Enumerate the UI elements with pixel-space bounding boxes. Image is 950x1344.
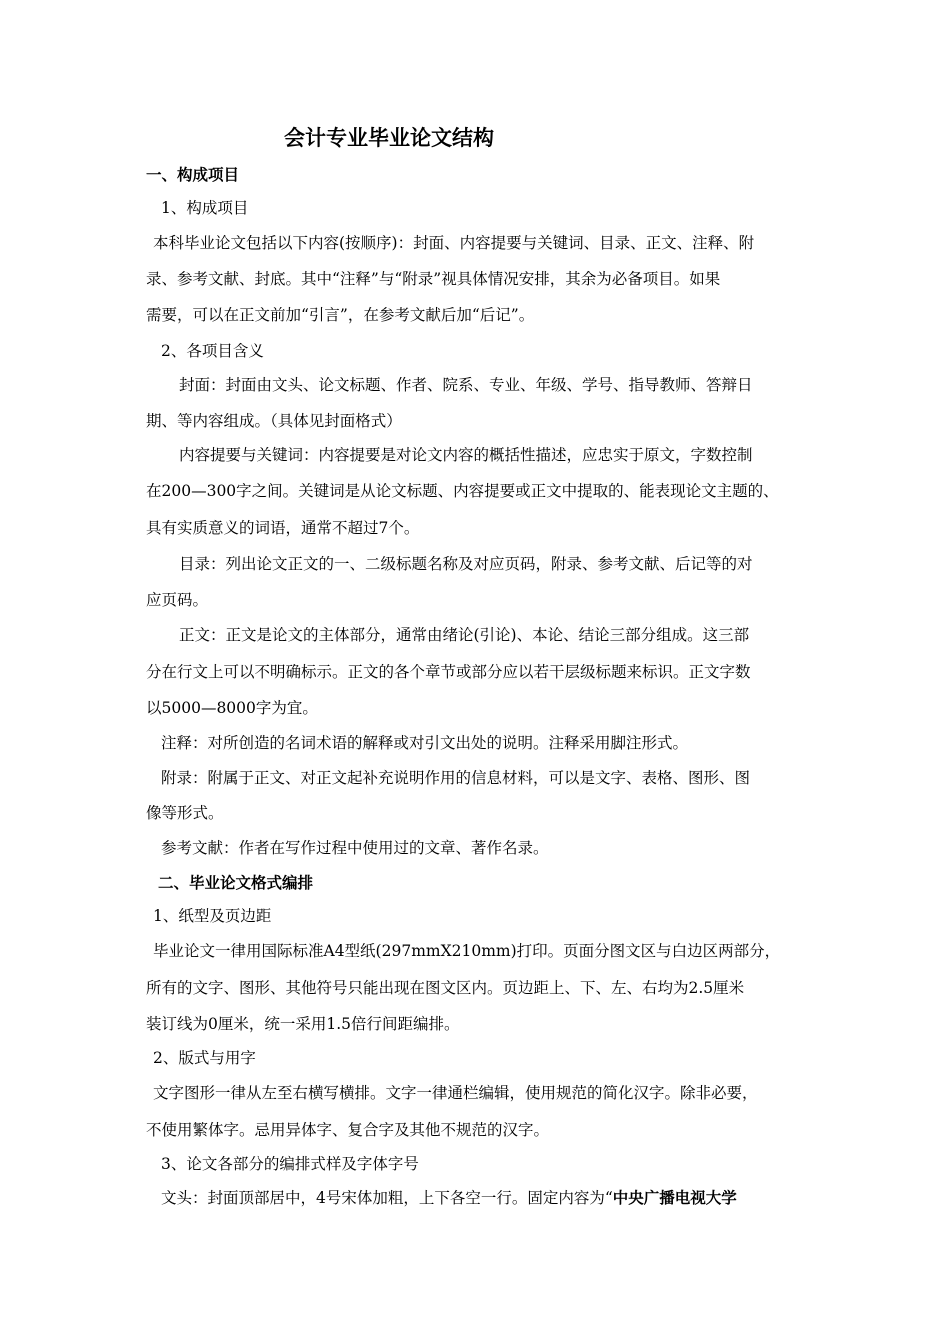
paragraph-line: 像等形式。 — [146, 804, 224, 822]
paragraph-line: 装订线为0厘米，统一采用1.5倍行间距编排。 — [146, 1015, 460, 1033]
document-title: 会计专业毕业论文结构 — [284, 125, 494, 150]
subheading-meaning: 2、各项目含义 — [161, 342, 264, 360]
paragraph-text: 文头：封面顶部居中，4号宋体加粗，上下各空一行。固定内容为“ — [161, 1189, 613, 1207]
subheading-items: 1、构成项目 — [161, 199, 249, 217]
paragraph-line: 内容提要与关键词：内容提要是对论文内容的概括性描述，应忠实于原文，字数控制 — [179, 446, 753, 464]
subheading-layout: 2、版式与用字 — [153, 1049, 256, 1067]
paragraph-line: 本科毕业论文包括以下内容(按顺序)：封面、内容提要与关键词、目录、正文、注释、附 — [153, 234, 755, 252]
paragraph-line: 参考文献：作者在写作过程中使用过的文章、著作名录。 — [161, 839, 549, 857]
bold-inline-text: 中央广播电视大学 — [612, 1188, 737, 1207]
paragraph-line: 正文：正文是论文的主体部分，通常由绪论(引论)、本论、结论三部分组成。这三部 — [179, 626, 750, 644]
subheading-paper: 1、纸型及页边距 — [153, 907, 272, 925]
paragraph-line: 需要，可以在正文前加“引言”，在参考文献后加“后记”。 — [146, 306, 535, 324]
paragraph-line — [161, 1188, 737, 1208]
paragraph-line: 所有的文字、图形、其他符号只能出现在图文区内。页边距上、下、左、右均为2.5厘米 — [146, 979, 745, 997]
paragraph-line: 毕业论文一律用国际标准A4型纸(297mmX210mm)打印。页面分图文区与白边区两部分， — [153, 942, 781, 960]
paragraph-line: 分在行文上可以不明确标示。正文的各个章节或部分应以若干层级标题来标识。正文字数 — [146, 663, 751, 681]
paragraph-line: 附录：附属于正文、对正文起补充说明作用的信息材料，可以是文字、表格、图形、图 — [161, 769, 751, 787]
paragraph-line: 录、参考文献、封底。其中“注释”与“附录”视具体情况安排，其余为必备项目。如果 — [146, 270, 721, 288]
paragraph-line: 期、等内容组成。（具体见封面格式） — [146, 412, 402, 430]
paragraph-line: 不使用繁体字。忌用异体字、复合字及其他不规范的汉字。 — [146, 1121, 550, 1139]
section-heading-format: 二、毕业论文格式编排 — [158, 873, 314, 892]
paragraph-line: 在200—300字之间。关键词是从论文标题、内容提要或正文中提取的、能表现论文主题的、 — [146, 482, 779, 500]
paragraph-line: 具有实质意义的词语，通常不超过7个。 — [146, 519, 420, 537]
subheading-styles: 3、论文各部分的编排式样及字体字号 — [161, 1155, 419, 1173]
paragraph-line: 文字图形一律从左至右横写横排。文字一律通栏编辑，使用规范的简化汉字。除非必要， — [153, 1084, 758, 1102]
paragraph-line: 应页码。 — [146, 591, 209, 609]
paragraph-line: 注释：对所创造的名词术语的解释或对引文出处的说明。注释采用脚注形式。 — [161, 734, 689, 752]
paragraph-line: 目录：列出论文正文的一、二级标题名称及对应页码，附录、参考文献、后记等的对 — [179, 555, 753, 573]
section-heading-composition: 一、构成项目 — [146, 165, 240, 184]
paragraph-line: 以5000—8000字为宜。 — [146, 699, 318, 717]
paragraph-line: 封面：封面由文头、论文标题、作者、院系、专业、年级、学号、指导教师、答辩日 — [179, 376, 753, 394]
